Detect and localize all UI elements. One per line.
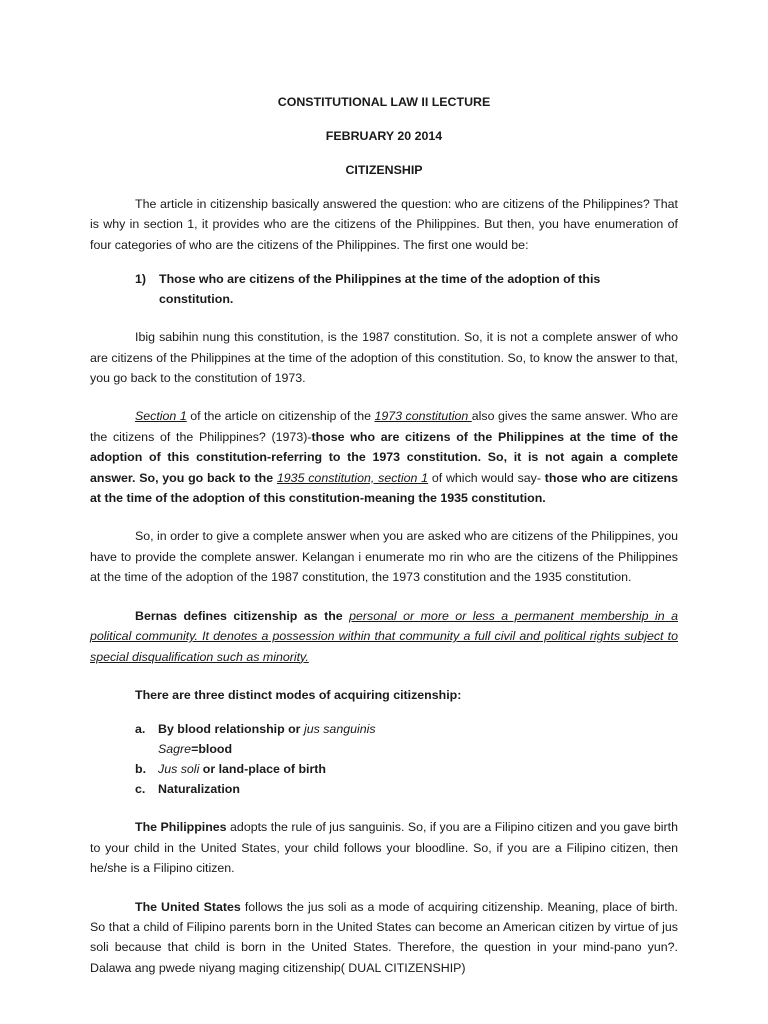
list-sub-item <box>135 739 678 759</box>
list-item <box>135 779 678 799</box>
document-title: CONSTITUTIONAL LAW II LECTURE <box>277 95 491 109</box>
list-item <box>135 759 678 779</box>
italic-run: Sagre <box>158 742 192 757</box>
text-run: of the article on citizenship of the <box>186 409 375 424</box>
ref-1935-constitution: 1935 constitution, section 1 <box>276 470 429 485</box>
bold-run: those who are citizens at the time of the adoption of this constitution <box>90 470 678 506</box>
paragraph-complete-answer: So, in order to give a complete answer when you are asked who are citizens of the Philippines, you have to provide the complete answer. Kelangan i enumerate mo rin who are the citizens of the Philippines at the time of the adoption of the 1987 constitution, the 1973 constitution and the 1935 constitution. <box>90 529 678 585</box>
paragraph-bernas <box>90 606 678 667</box>
list-item-text <box>158 759 326 779</box>
bold-run: Bernas defines citizenship as the <box>135 608 350 623</box>
paragraph-jus-soli <box>90 897 678 979</box>
list-marker: a. <box>135 722 146 737</box>
item-number: 1) <box>135 272 147 287</box>
list-item-text: Naturalization <box>158 782 240 797</box>
paragraph-jus-sanguinis <box>90 817 678 878</box>
text-run: of which would say- <box>428 470 545 485</box>
text-run: =blood <box>191 742 233 757</box>
list-item <box>135 719 678 739</box>
list-item-text <box>158 739 232 759</box>
bold-run: -referring to the 1973 constitution. So, it is not again a complete answer. So, you go back to the <box>90 450 679 485</box>
bold-run: The Philippines <box>135 820 227 835</box>
modes-intro: There are three distinct modes of acquiring citizenship: <box>135 687 462 702</box>
paragraph-1987: Ibig sabihin nung this constitution, is the 1987 constitution. So, it is not a complete answer of who are citizens of the Philippines at the time of the adoption of this constitution. So, to know the answer to that, you go back to the constitution of 1973. <box>90 330 678 386</box>
text-run: also gives the same answer. Who are the citizens of the Philippines? (1973)- <box>90 409 678 444</box>
italic-run: jus sanguinis <box>303 722 376 737</box>
bold-run: those who are citizens of the Philippines at the time of the adoption of this constitution <box>90 429 678 465</box>
ref-1973-constitution: 1973 constitution <box>374 409 472 424</box>
paragraph-intro: The article in citizenship basically answered the question: who are citizens of the Philippines? That is why in section 1, it provides who are the citizens of the Philippines. But then, you have enumeration of four categories of who are the citizens of the Philippines. The first one would be: <box>90 197 678 252</box>
text-run: adopts the rule of jus sanguinis. So, if you are a Filipino citizen and you gave birth to your child in the United States, your child follows your bloodline. So, if you are a Filipino citizen, then he/she is a Filipino citizen. <box>90 820 678 876</box>
paragraph-1973 <box>90 406 678 508</box>
bold-run: The United States <box>135 899 241 914</box>
list-spacer <box>135 739 158 759</box>
text-run: or land-place of birth <box>199 762 326 777</box>
text-run: By blood relationship or <box>158 722 304 737</box>
definition-quote: personal or more or less a permanent membership in a political community. It denotes a possession within that community a full civil and political rights subject to special disqualification such as minority. <box>90 608 678 664</box>
ref-section-1: Section 1 <box>135 409 187 424</box>
list-item-text <box>158 719 376 739</box>
bold-run: -meaning the 1935 constitution. <box>359 491 546 506</box>
text-run: follows the jus soli as a mode of acquiring citizenship. Meaning, place of birth. So that a child of Filipino parents born in the United States can become an American citizen by virtue of jus soli because that child is born in the United States. Therefore, the question in your mind-pano yun?. Dalawa ang pwede niyang maging citizenship( DUAL CITIZENSHIP) <box>90 899 678 975</box>
document-date: FEBRUARY 20 2014 <box>325 129 443 143</box>
list-marker: c. <box>135 782 146 797</box>
italic-run: Jus soli <box>158 762 200 777</box>
numbered-item-1 <box>135 269 678 309</box>
item-text: Those who are citizens of the Philippines at the time of the adoption of this constitution. <box>159 272 601 307</box>
modes-list <box>135 719 678 799</box>
section-heading: CITIZENSHIP <box>345 163 423 177</box>
list-marker: b. <box>135 762 147 777</box>
